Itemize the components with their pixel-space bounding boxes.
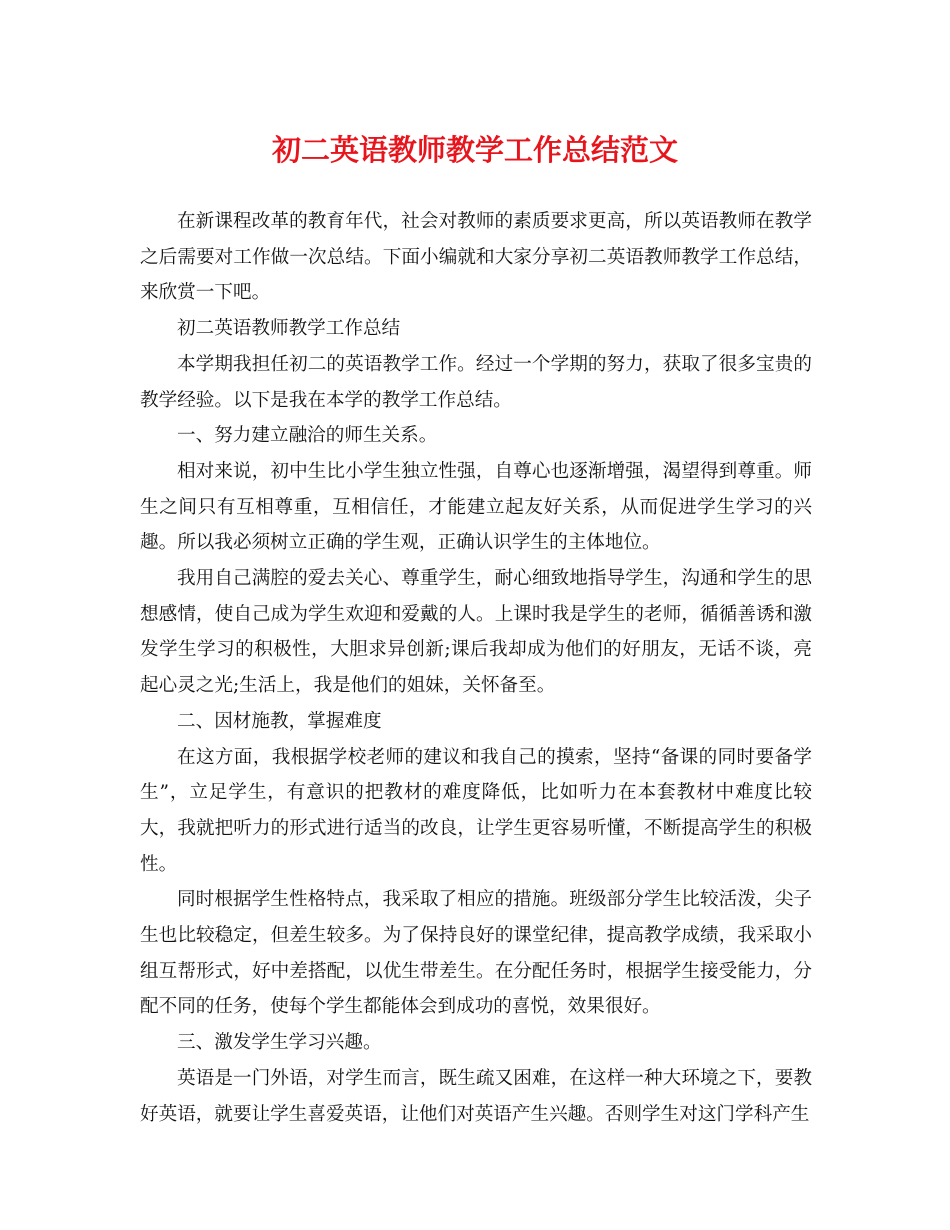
paragraph-intro: 在新课程改革的教育年代，社会对教师的素质要求更高，所以英语教师在教学之后需要对工作做一次总结。下面小编就和大家分享初二英语教师教学工作总结，来欣赏一下吧。 <box>140 211 812 304</box>
paragraph: 在这方面，我根据学校老师的建议和我自己的摸索，坚持“备课的同时要备学生”，立足学生，有意识的把教材的难度降低，比如听力在本套教材中难度比较大，我就把听力的形式进行适当的改良，让学生更容易听懂，不断提高学生的积极性。 <box>140 746 812 875</box>
paragraph: 同时根据学生性格特点，我采取了相应的措施。班级部分学生比较活泼，尖子生也比较稳定，但差生较多。为了保持良好的课堂纪律，提高教学成绩，我采取小组互帮形式，好中差搭配，以优生带差生。在分配任务时，根据学生接受能力，分配不同的任务，使每个学生都能体会到成功的喜悦，效果很好。 <box>140 889 812 1018</box>
paragraph: 相对来说，初中生比小学生独立性强，自尊心也逐渐增强，渴望得到尊重。师生之间只有互相尊重，互相信任，才能建立起友好关系，从而促进学生学习的兴趣。所以我必须树立正确的学生观，正确认识学生的主体地位。 <box>140 460 812 554</box>
section-heading: 三、激发学生学习兴趣。 <box>177 1032 382 1054</box>
paragraph: 我用自己满腔的爱去关心、尊重学生，耐心细致地指导学生，沟通和学生的思想感情，使自己成为学生欢迎和爱戴的人。上课时我是学生的老师，循循善诱和激发学生学习的积极性，大胆求异创新;课后我却成为他们的好朋友，无话不谈，亮起心灵之光;生活上，我是他们的姐妹，关怀备至。 <box>140 568 812 697</box>
section-heading: 一、努力建立融洽的师生关系。 <box>177 425 438 447</box>
document-title: 初二英语教师教学工作总结范文 <box>271 133 678 167</box>
paragraph: 本学期我担任初二的英语教学工作。经过一个学期的努力，获取了很多宝贵的教学经验。以下是我在本学的教学工作总结。 <box>140 353 812 411</box>
paragraph-subtitle: 初二英语教师教学工作总结 <box>177 318 401 340</box>
section-heading: 二、因材施教，掌握难度 <box>177 710 382 732</box>
document-body <box>140 204 812 1132</box>
paragraph: 英语是一门外语，对学生而言，既生疏又困难，在这样一种大环境之下，要教好英语，就要让学生喜爱英语，让他们对英语产生兴趣。否则学生对这门学科产生 <box>140 1067 812 1125</box>
